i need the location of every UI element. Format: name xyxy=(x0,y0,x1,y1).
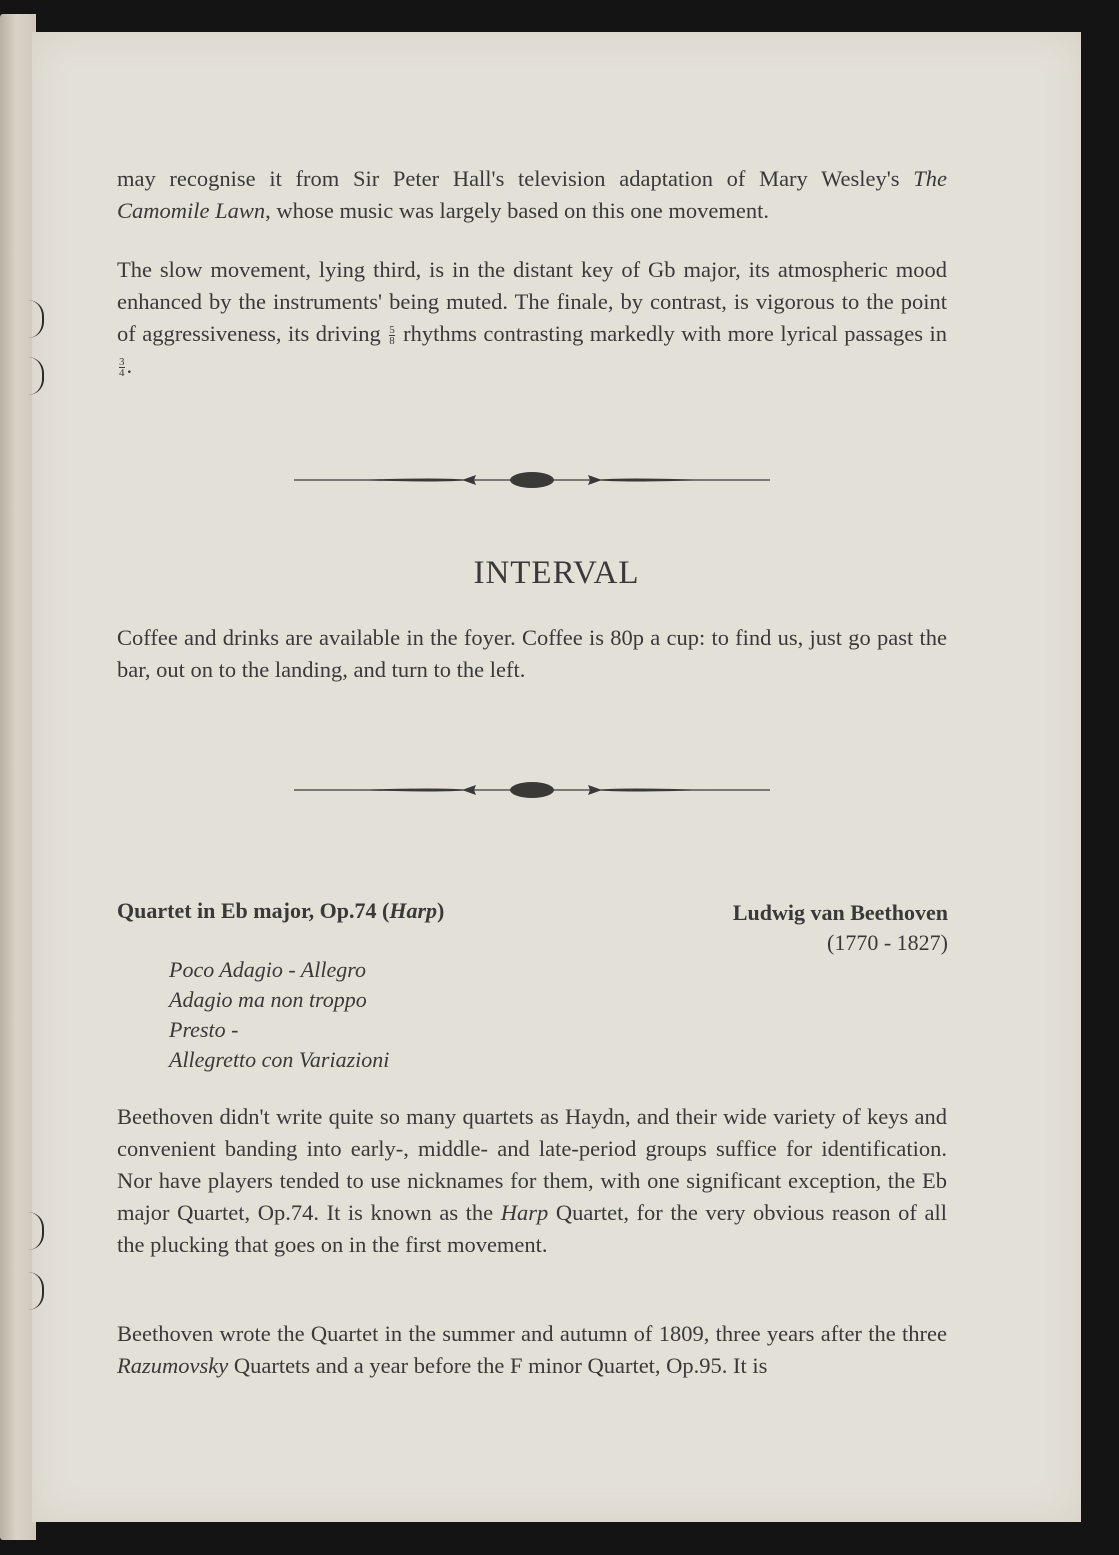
paragraph-beethoven-quartets xyxy=(117,1101,947,1261)
movement-item: Presto - xyxy=(169,1017,239,1042)
paragraph-beethoven-1809 xyxy=(117,1318,947,1382)
work-title-text: Quartet in Eb major, Op.74 ( xyxy=(117,898,390,923)
time-signature-fraction xyxy=(119,357,125,378)
work-title-text: ) xyxy=(437,898,445,923)
paragraph-text: Beethoven wrote the Quartet in the summer and autumn of 1809, three years after the three xyxy=(117,1321,947,1346)
paragraph-text: Quartets and a year before the F minor Quartet, Op.95. It is xyxy=(228,1353,768,1378)
italic-title: Harp xyxy=(500,1200,549,1225)
work-nickname: Harp xyxy=(389,898,438,923)
fraction-numerator: 3 xyxy=(119,356,125,369)
binding-clip-mark xyxy=(28,1272,44,1310)
paragraph-text: , whose music was largely based on this one movement. xyxy=(265,198,770,223)
fraction-numerator: 5 xyxy=(389,324,395,337)
movement-item: Poco Adagio - Allegro xyxy=(169,957,366,982)
work-title xyxy=(117,898,444,924)
interval-heading: INTERVAL xyxy=(473,555,640,591)
composer-name: Ludwig van Beethoven xyxy=(732,900,948,925)
paragraph-text: rhythms contrasting markedly with more lyrical passages in xyxy=(396,321,947,346)
paragraph-slow-movement xyxy=(117,254,947,382)
movement-item: Allegretto con Variazioni xyxy=(169,1047,390,1072)
italic-title: Razumovsky xyxy=(117,1353,229,1378)
time-signature-fraction xyxy=(389,325,395,346)
paragraph-camomile-lawn xyxy=(117,163,947,227)
binding-clip-mark xyxy=(28,300,44,338)
paragraph-text: Beethoven didn't write quite so many quartets as Haydn, and their wide variety of keys and convenient banding into early-, middle- and late-period groups suffice for identification. Nor have players tended to use nicknames for them, with one significant exception, the Eb major Quartet, Op.74. It is known as the xyxy=(117,1104,947,1225)
composer-dates: (1770 - 1827) xyxy=(827,930,948,955)
ornamental-divider xyxy=(294,468,770,492)
binding-clip-mark xyxy=(28,1212,44,1250)
booklet-page xyxy=(32,32,1081,1522)
fraction-denominator: 8 xyxy=(389,335,395,348)
interval-paragraph: Coffee and drinks are available in the foyer. Coffee is 80p a cup: to find us, just go past the bar, out on to the landing, and turn to the left. xyxy=(117,625,947,682)
composer-block xyxy=(733,898,948,958)
ornamental-divider xyxy=(294,778,770,802)
paragraph-text: Quartet, for the very obvious reason of all the plucking that goes on in the first movement. xyxy=(117,1200,947,1257)
movement-list xyxy=(169,955,389,1075)
binding-clip-mark xyxy=(28,357,44,395)
paragraph-text: The slow movement, lying third, is in the distant key of Gb major, its atmospheric mood enhanced by the instruments' being muted. The finale, by contrast, is vigorous to the point of aggressiveness, its driving xyxy=(117,257,947,346)
paragraph-text: may recognise it from Sir Peter Hall's television adaptation of Mary Wesley's xyxy=(117,166,914,191)
fraction-denominator: 4 xyxy=(119,367,125,380)
italic-title: The Camomile Lawn xyxy=(117,166,947,223)
movement-item: Adagio ma non troppo xyxy=(169,987,367,1012)
paragraph-text: . xyxy=(126,353,133,378)
booklet-spine xyxy=(0,14,36,1540)
